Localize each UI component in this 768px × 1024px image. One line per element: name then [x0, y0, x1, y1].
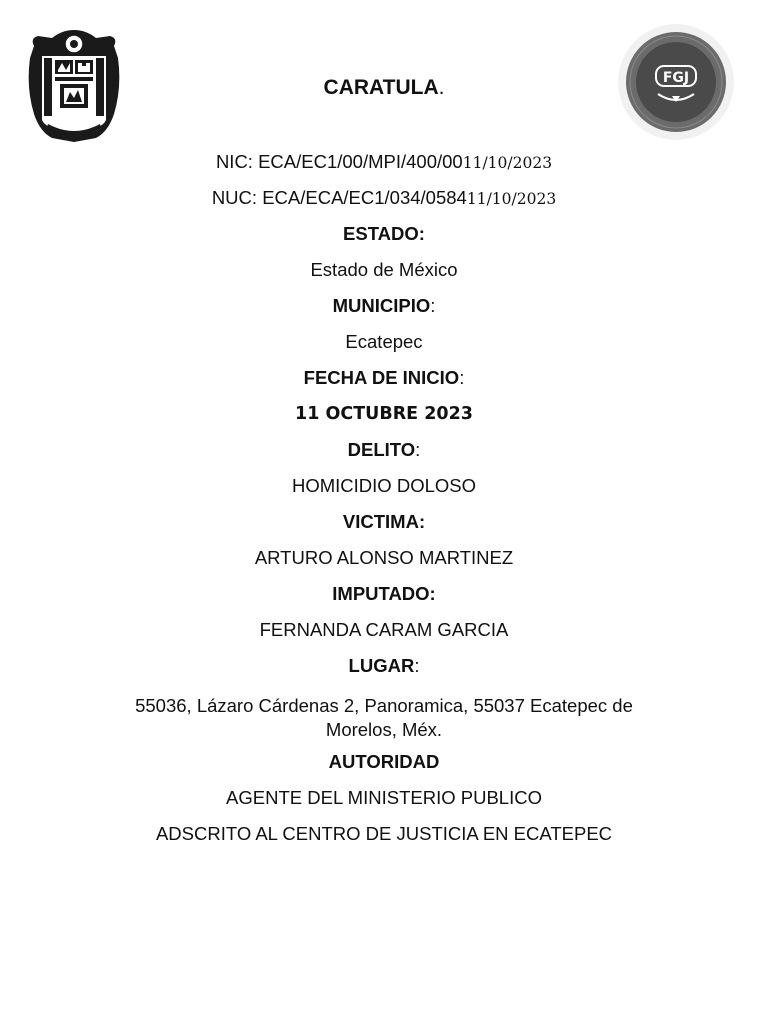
delito-colon: :	[415, 439, 421, 460]
fecha-heading	[0, 366, 768, 402]
page-title	[0, 76, 768, 100]
fecha-value: 11 OCTUBRE 2023	[295, 404, 473, 424]
title-dot: .	[438, 76, 445, 99]
nuc-value: ECA/ECA/EC1/034/0584	[262, 187, 467, 208]
estado-label: ESTADO:	[343, 223, 425, 244]
autoridad-value-1: AGENTE DEL MINISTERIO PUBLICO	[226, 787, 542, 808]
fgj-logo-text: FGJ	[662, 70, 690, 86]
delito-label: DELITO	[347, 439, 416, 460]
lugar-heading	[0, 654, 768, 690]
municipio-colon: :	[430, 295, 436, 316]
victima-value: ARTURO ALONSO MARTINEZ	[254, 547, 514, 568]
lugar-colon: :	[414, 655, 420, 676]
nic-value: ECA/EC1/00/MPI/400/00	[258, 151, 463, 172]
imputado-label: IMPUTADO:	[332, 583, 436, 604]
imputado-value: FERNANDA CARAM GARCIA	[259, 619, 509, 640]
nic-date: 11/10/2023	[462, 154, 553, 172]
nuc-line	[0, 186, 768, 222]
lugar-label: LUGAR	[348, 655, 415, 676]
nuc-label: NUC:	[211, 187, 263, 208]
estado-value: Estado de México	[310, 259, 458, 280]
delito-value: HOMICIDIO DOLOSO	[292, 475, 476, 496]
nic-line	[0, 150, 768, 186]
lugar-value: 55036, Lázaro Cárdenas 2, Panoramica, 55037 Ecatepec de Morelos, Méx.	[135, 695, 633, 740]
municipio-heading	[0, 294, 768, 330]
victima-label: VICTIMA:	[342, 511, 426, 532]
title-text: CARATULA	[323, 76, 439, 99]
fecha-label: FECHA DE INICIO	[303, 367, 460, 388]
municipio-value: Ecatepec	[345, 331, 423, 352]
fecha-colon: :	[459, 367, 465, 388]
nuc-date: 11/10/2023	[466, 190, 557, 208]
nic-label: NIC:	[215, 151, 259, 172]
delito-heading	[0, 438, 768, 474]
autoridad-label: AUTORIDAD	[328, 751, 440, 772]
municipio-label: MUNICIPIO	[332, 295, 431, 316]
autoridad-value-2: ADSCRITO AL CENTRO DE JUSTICIA EN ECATEPEC	[155, 823, 613, 844]
document-body	[0, 150, 768, 858]
